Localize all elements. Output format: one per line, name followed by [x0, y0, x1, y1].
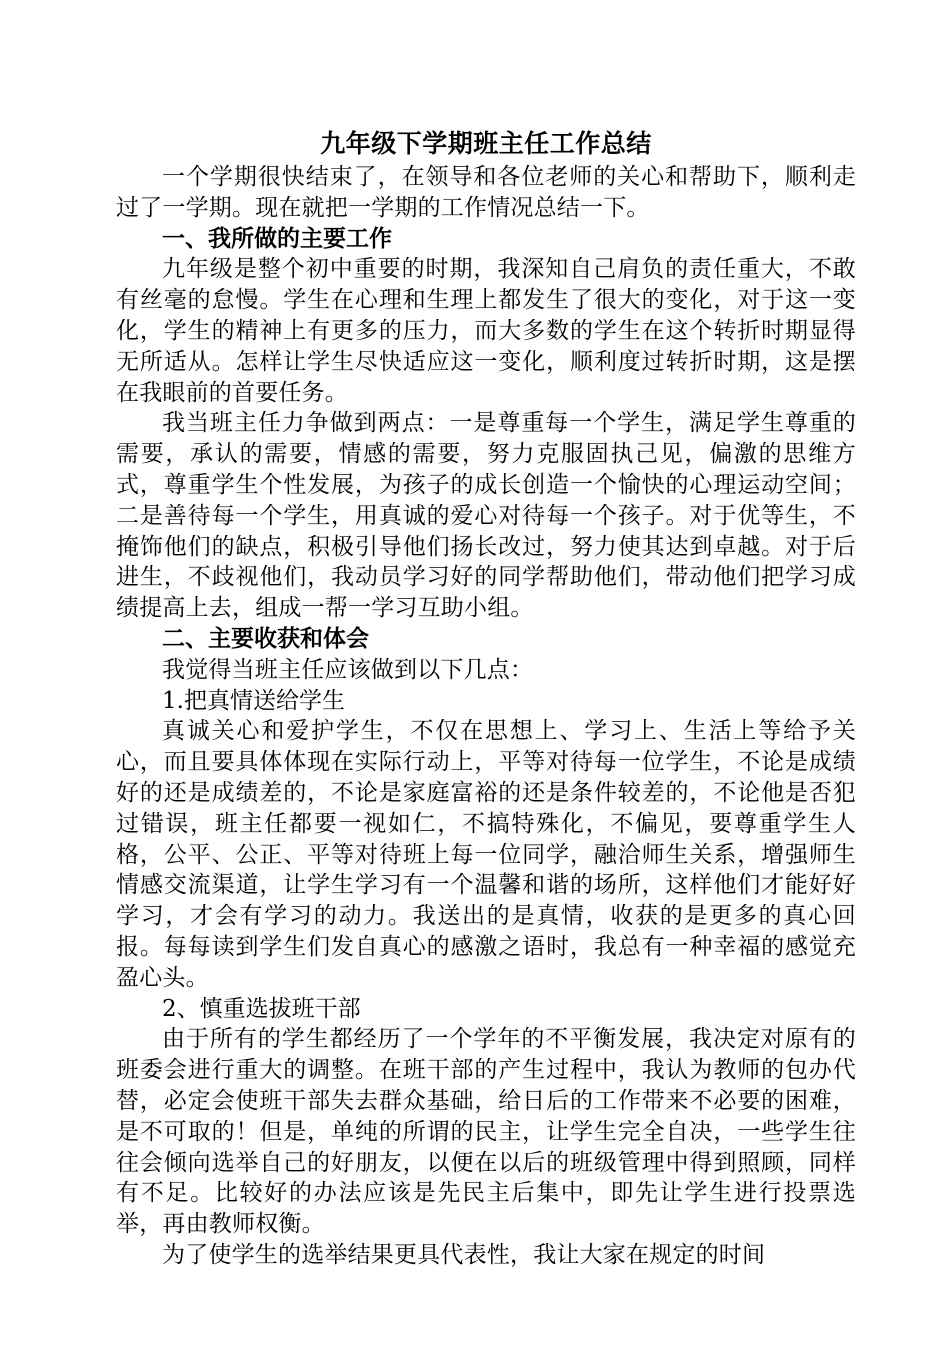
paragraph-class-cadres: 由于所有的学生都经历了一个学年的不平衡发展，我决定对原有的班委会进行重大的调整。在班干部的产生过程中，我认为教师的包办代替，必定会使班干部失去群众基础，给日后的工作带来不必要的困难，是不可取的！但是，单纯的所谓的民主，让学生完全自决，一些学生往往会倾向选举自己的好朋友，以便在以后的班级管理中得到照顾，同样有不足。比较好的办法应该是先民主后集中，即先让学生进行投票选举，再由教师权衡。: [116, 1026, 856, 1238]
paragraph-election: 为了使学生的选举结果更具代表性，我让大家在规定的时间: [162, 1241, 766, 1268]
subheading-sincerity: 1.把真情送给学生: [162, 687, 345, 714]
section-heading-gains: 二、主要收获和体会: [162, 625, 369, 652]
paragraph-grade-nine: 九年级是整个初中重要的时期，我深知自己肩负的责任重大，不敢有丝毫的怠慢。学生在心理和生理上都发生了很大的变化，对于这一变化，学生的精神上有更多的压力，而大多数的学生在这个转折时期显得无所适从。怎样让学生尽快适应这一变化，顺利度过转折时期，这是摆在我眼前的首要任务。: [116, 256, 856, 406]
document-title: 九年级下学期班主任工作总结: [320, 129, 652, 158]
paragraph-sincerity: 真诚关心和爱护学生，不仅在思想上、学习上、生活上等给予关心，而且要具体体现在实际行动上，平等对待每一位学生，不论是成绩好的还是成绩差的，不论是家庭富裕的还是条件较差的，不论他是否犯过错误，班主任都要一视如仁，不搞特殊化，不偏见，要尊重学生人格，公平、公正、平等对待班上每一位同学，融洽师生关系，增强师生情感交流渠道，让学生学习有一个温馨和谐的场所，这样他们才能好好学习，才会有学习的动力。我送出的是真情，收获的是更多的真心回报。每每读到学生们发自真心的感激之语时，我总有一种幸福的感觉充盈心头。: [116, 718, 856, 991]
subheading-class-cadres: 2、慎重选拔班干部: [162, 995, 361, 1022]
paragraph-two-points: 我当班主任力争做到两点：一是尊重每一个学生，满足学生尊重的需要，承认的需要，情感的需要，努力克服固执己见，偏激的思维方式，尊重学生个性发展，为孩子的成长创造一个愉快的心理运动空间；二是善待每一个学生，用真诚的爱心对待每一个孩子。对于优等生，不掩饰他们的缺点，积极引导他们扬长改过，努力使其达到卓越。对于后进生，不歧视他们，我动员学习好的同学帮助他们，带动他们把学习成绩提高上去，组成一帮一学习互助小组。: [116, 410, 856, 622]
section-heading-main-work: 一、我所做的主要工作: [162, 225, 392, 252]
paragraph-points-intro: 我觉得当班主任应该做到以下几点：: [162, 656, 534, 683]
paragraph-intro: 一个学期很快结束了，在领导和各位老师的关心和帮助下，顺利走过了一学期。现在就把一学期的工作情况总结一下。: [116, 164, 856, 221]
document-body: [116, 126, 856, 1271]
